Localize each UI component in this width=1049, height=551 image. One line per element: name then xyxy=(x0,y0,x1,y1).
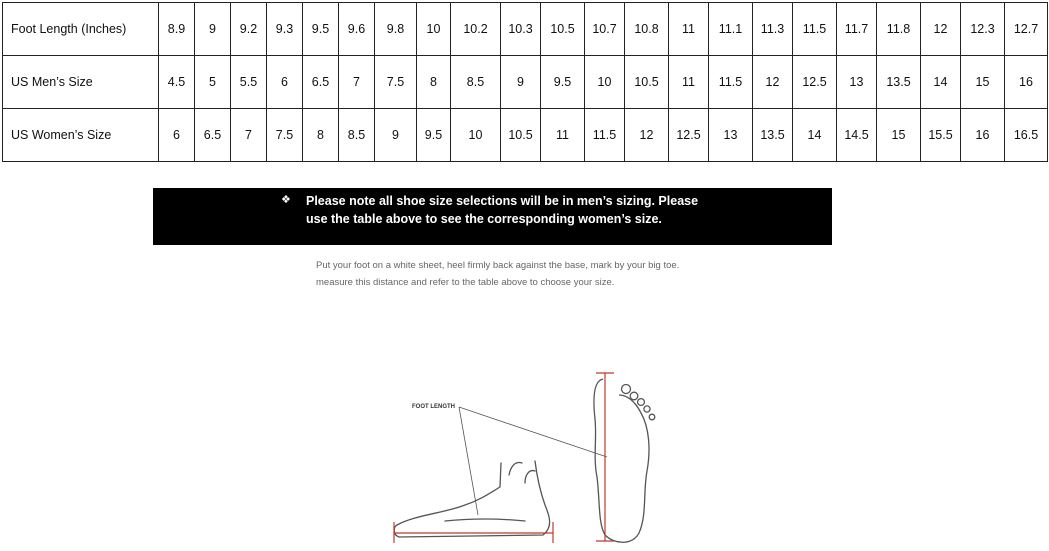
table-cell: 7.5 xyxy=(375,56,417,109)
table-cell: 13 xyxy=(837,56,877,109)
table-row xyxy=(3,56,1048,109)
table-cell: 8.5 xyxy=(451,56,501,109)
measure-guide-lines-icon xyxy=(459,407,607,515)
sizing-note-text xyxy=(306,192,746,228)
table-cell: 13.5 xyxy=(877,56,921,109)
table-cell: 12 xyxy=(921,3,961,56)
sizing-note-banner xyxy=(153,188,832,245)
table-cell: 11 xyxy=(669,3,709,56)
table-cell: 5 xyxy=(195,56,231,109)
table-cell: 14 xyxy=(793,109,837,162)
table-cell: 6.5 xyxy=(303,56,339,109)
table-cell: 9 xyxy=(375,109,417,162)
foot-length-label: FOOT LENGTH xyxy=(412,404,455,410)
instructions-line-1: Put your foot on a white sheet, heel firmly back against the base, mark by your big toe. xyxy=(316,260,680,271)
table-cell: 9.2 xyxy=(231,3,267,56)
table-cell: 9.5 xyxy=(303,3,339,56)
table-cell: 5.5 xyxy=(231,56,267,109)
table-cell: 7 xyxy=(231,109,267,162)
table-cell: 11.5 xyxy=(585,109,625,162)
table-cell: 4.5 xyxy=(159,56,195,109)
sizing-note-line-2: use the table above to see the corresponding women’s size. xyxy=(306,212,662,226)
table-cell: 12.5 xyxy=(669,109,709,162)
table-cell: 8 xyxy=(303,109,339,162)
row-header: US Women’s Size xyxy=(3,109,159,162)
table-cell: 10.5 xyxy=(541,3,585,56)
table-cell: 9.6 xyxy=(339,3,375,56)
table-cell: 9.8 xyxy=(375,3,417,56)
table-cell: 11.8 xyxy=(877,3,921,56)
table-cell: 6 xyxy=(159,109,195,162)
table-cell: 9 xyxy=(501,56,541,109)
table-cell: 10 xyxy=(417,3,451,56)
table-cell: 9.5 xyxy=(417,109,451,162)
table-cell: 8.9 xyxy=(159,3,195,56)
foot-measurement-diagram xyxy=(385,365,675,551)
table-cell: 12.3 xyxy=(961,3,1005,56)
table-cell: 13 xyxy=(709,109,753,162)
table-row xyxy=(3,3,1048,56)
table-cell: 11.7 xyxy=(837,3,877,56)
table-cell: 12.7 xyxy=(1005,3,1048,56)
table-cell: 11.1 xyxy=(709,3,753,56)
table-row xyxy=(3,109,1048,162)
table-cell: 10 xyxy=(451,109,501,162)
table-cell: 10.8 xyxy=(625,3,669,56)
table-cell: 12 xyxy=(753,56,793,109)
table-cell: 16 xyxy=(1005,56,1048,109)
sole-length-measure-icon xyxy=(596,373,614,541)
table-cell: 15 xyxy=(877,109,921,162)
table-cell: 8 xyxy=(417,56,451,109)
foot-sole-icon xyxy=(594,379,655,542)
table-cell: 10.3 xyxy=(501,3,541,56)
table-cell: 7 xyxy=(339,56,375,109)
table-cell: 12 xyxy=(625,109,669,162)
table-cell: 10.5 xyxy=(625,56,669,109)
table-cell: 10.5 xyxy=(501,109,541,162)
table-cell: 7.5 xyxy=(267,109,303,162)
table-cell: 9.5 xyxy=(541,56,585,109)
table-cell: 9.3 xyxy=(267,3,303,56)
table-cell: 10.2 xyxy=(451,3,501,56)
table-cell: 15.5 xyxy=(921,109,961,162)
instructions-line-2: measure this distance and refer to the table above to choose your size. xyxy=(316,277,615,288)
table-cell: 15 xyxy=(961,56,1005,109)
table-cell: 11.3 xyxy=(753,3,793,56)
table-cell: 14.5 xyxy=(837,109,877,162)
row-header: Foot Length (Inches) xyxy=(3,3,159,56)
table-cell: 11.5 xyxy=(793,3,837,56)
table-cell: 12.5 xyxy=(793,56,837,109)
table-cell: 13.5 xyxy=(753,109,793,162)
table-cell: 14 xyxy=(921,56,961,109)
table-cell: 10.7 xyxy=(585,3,625,56)
measuring-instructions xyxy=(316,257,756,291)
table-cell: 8.5 xyxy=(339,109,375,162)
size-conversion-table xyxy=(2,2,1048,162)
table-cell: 11 xyxy=(541,109,585,162)
side-foot-icon xyxy=(394,461,549,537)
diamond-bullet-icon: ❖ xyxy=(281,194,291,206)
table-cell: 6 xyxy=(267,56,303,109)
table-cell: 11.5 xyxy=(709,56,753,109)
foot-length-measure-icon xyxy=(394,522,553,543)
row-header: US Men’s Size xyxy=(3,56,159,109)
table-cell: 16 xyxy=(961,109,1005,162)
table-cell: 10 xyxy=(585,56,625,109)
table-cell: 11 xyxy=(669,56,709,109)
table-cell: 16.5 xyxy=(1005,109,1048,162)
table-cell: 9 xyxy=(195,3,231,56)
table-cell: 6.5 xyxy=(195,109,231,162)
sizing-note-line-1: Please note all shoe size selections will be in men’s sizing. Please xyxy=(306,194,699,208)
